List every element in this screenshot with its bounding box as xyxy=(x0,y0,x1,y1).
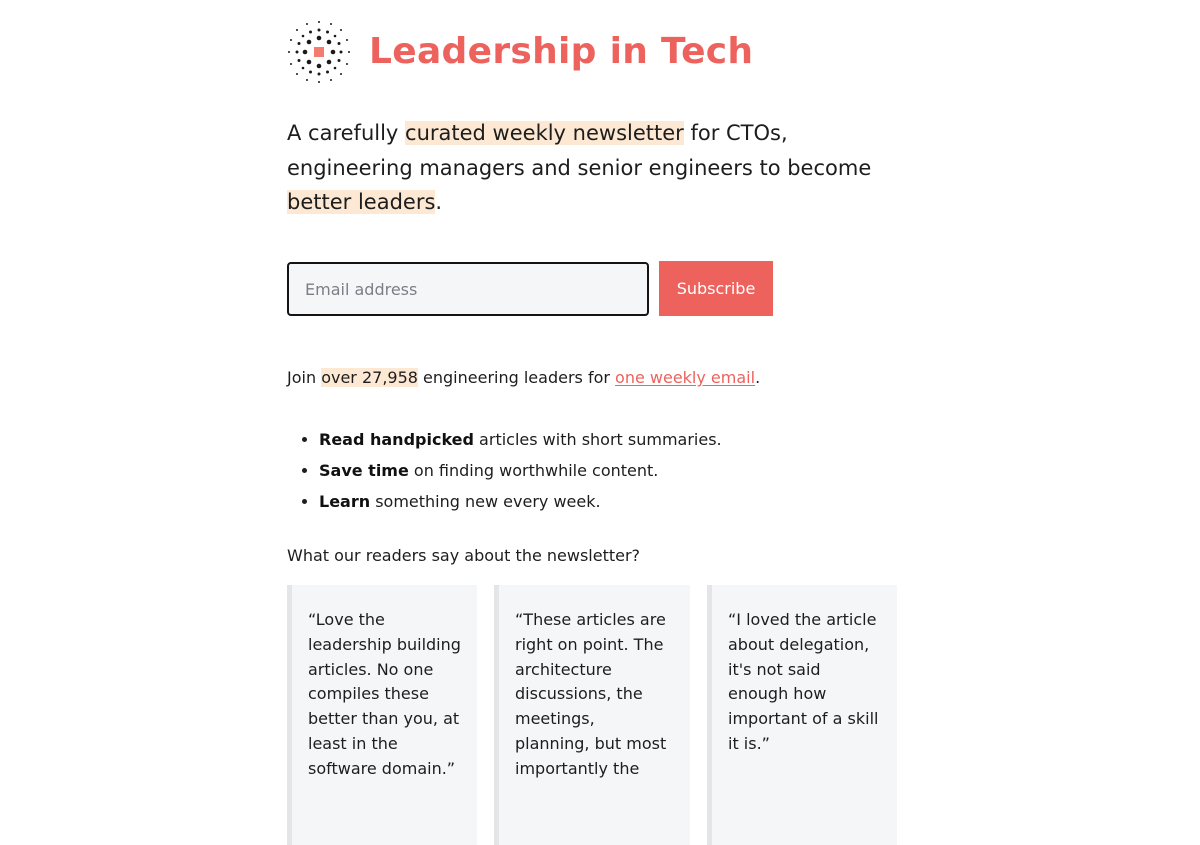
tagline-text: A carefully xyxy=(287,121,406,145)
tagline-text: . xyxy=(435,190,443,214)
subscriber-count-line xyxy=(287,367,760,389)
email-input[interactable] xyxy=(287,262,649,316)
tagline-highlight: curated weekly newsletter xyxy=(405,121,684,145)
tagline-highlight: better leaders xyxy=(287,190,436,214)
join-text: . xyxy=(755,368,761,387)
testimonial-card: “Love the leadership building articles. No one compiles these better than you, at least in the software domain.” xyxy=(287,585,477,845)
subscribe-button[interactable]: Subscribe xyxy=(659,261,773,316)
testimonial-card: “I loved the article about delegation, it's not said enough how important of a skill it is.” xyxy=(707,585,897,845)
feature-bold: Learn xyxy=(319,492,371,511)
weekly-email-link[interactable]: one weekly email xyxy=(615,368,756,387)
site-header xyxy=(287,18,753,86)
feature-text: on finding worthwhile content. xyxy=(408,461,659,480)
feature-text: something new every week. xyxy=(370,492,601,511)
testimonials-heading: What our readers say about the newsletter? xyxy=(287,546,641,565)
subscriber-count: over 27,958 xyxy=(321,368,418,387)
site-title[interactable]: Leadership in Tech xyxy=(369,31,754,72)
feature-text: articles with short summaries. xyxy=(473,430,722,449)
signup-form xyxy=(287,261,773,316)
feature-item xyxy=(319,486,722,517)
radial-dots-logo-icon[interactable] xyxy=(286,19,352,85)
features-list xyxy=(287,424,722,517)
feature-item xyxy=(319,424,722,455)
join-text: engineering leaders for xyxy=(417,368,616,387)
tagline-text: for CTOs, engineering managers and senior engineers to become xyxy=(287,121,872,180)
feature-item xyxy=(319,455,722,486)
testimonials-row xyxy=(287,585,897,845)
feature-bold: Read handpicked xyxy=(319,430,474,449)
join-text: Join xyxy=(287,368,322,387)
feature-bold: Save time xyxy=(319,461,409,480)
tagline xyxy=(287,116,907,220)
testimonial-card: “These articles are right on point. The architecture discussions, the meetings, planning, but most importantly the xyxy=(494,585,690,845)
